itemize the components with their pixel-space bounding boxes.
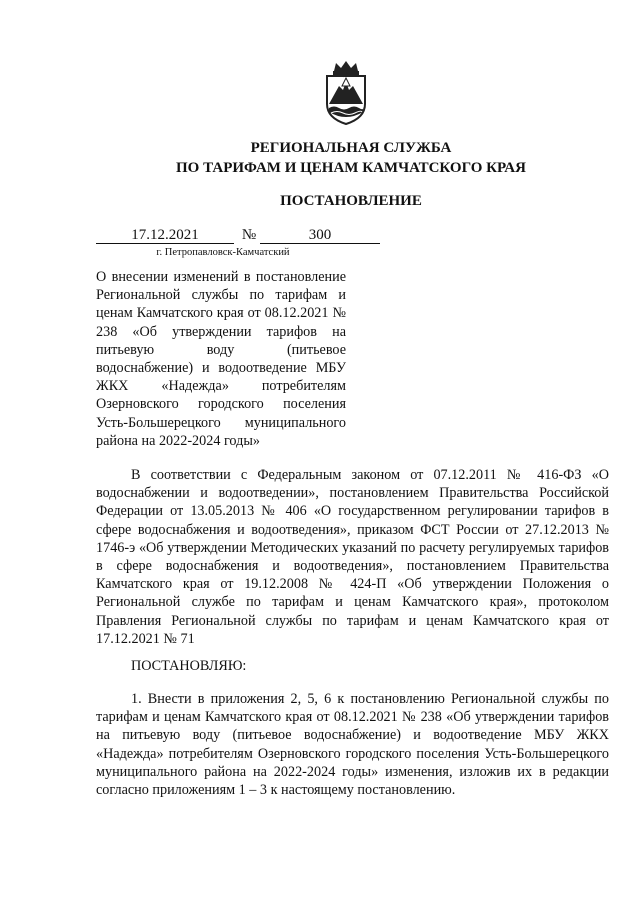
document-number: 300 (260, 227, 380, 244)
number-sign: № (241, 227, 257, 243)
preamble-paragraph: В соответствии с Федеральным законом от 07.12.2011 № 416-ФЗ «О водоснабжении и водоотведении», постановлением Правительства Российской Федерации от 13.05.2013 № 406 «О государственном регулировании тарифов в сфере водоснабжения и водоотведения», приказом ФСТ России от 27.12.2013 № 1746-э «Об утверждении Методических указаний по расчету регулируемых тарифов в сфере водоснабжения и водоотведения», постановлением Правительства Камчатского края от 19.12.2008 № 424-П «Об утверждении Положения о Региональной службе по тарифам и ценам Камчатского края», протоколом Правления Региональной службы по тарифам и ценам Камчатского края от 17.12.2021 № 71 (96, 467, 609, 647)
item-1-paragraph: 1. Внести в приложения 2, 5, 6 к постановлению Региональной службы по тарифам и ценам Камчатского края от 08.12.2021 № 238 «Об утверждении тарифов на питьевую воду (питьевое водоснабжение) и водоотведение МБУ ЖКХ «Надежда» потребителям Озерновского городского поселения Усть-Большерецкого муниципального района на 2022-2024 годы» изменения, изложив их в редакции согласно приложениям 1 – 3 к настоящему постановлению. (96, 691, 609, 799)
document-city: г. Петропавловск-Камчатский (156, 247, 290, 258)
organization-name-line-2: ПО ТАРИФАМ И ЦЕНАМ КАМЧАТСКОГО КРАЯ (176, 160, 526, 176)
document-date: 17.12.2021 (96, 227, 234, 244)
resolve-heading: ПОСТАНОВЛЯЮ: (131, 658, 247, 674)
date-number-line (96, 227, 380, 245)
document-subject: О внесении изменений в постановление Региональной службы по тарифам и ценам Камчатского края от 08.12.2021 № 238 «Об утверждении тарифов на питьевую воду (питьевое водоснабжение) и водоотведение МБУ ЖКХ «Надежда» потребителям Озерновского городского поселения Усть-Большерецкого муниципального района на 2022-2024 годы» (96, 269, 346, 449)
kamchatka-coat-of-arms-icon (322, 60, 370, 126)
document-type: ПОСТАНОВЛЕНИЕ (280, 193, 422, 209)
organization-name-line-1: РЕГИОНАЛЬНАЯ СЛУЖБА (250, 140, 452, 156)
